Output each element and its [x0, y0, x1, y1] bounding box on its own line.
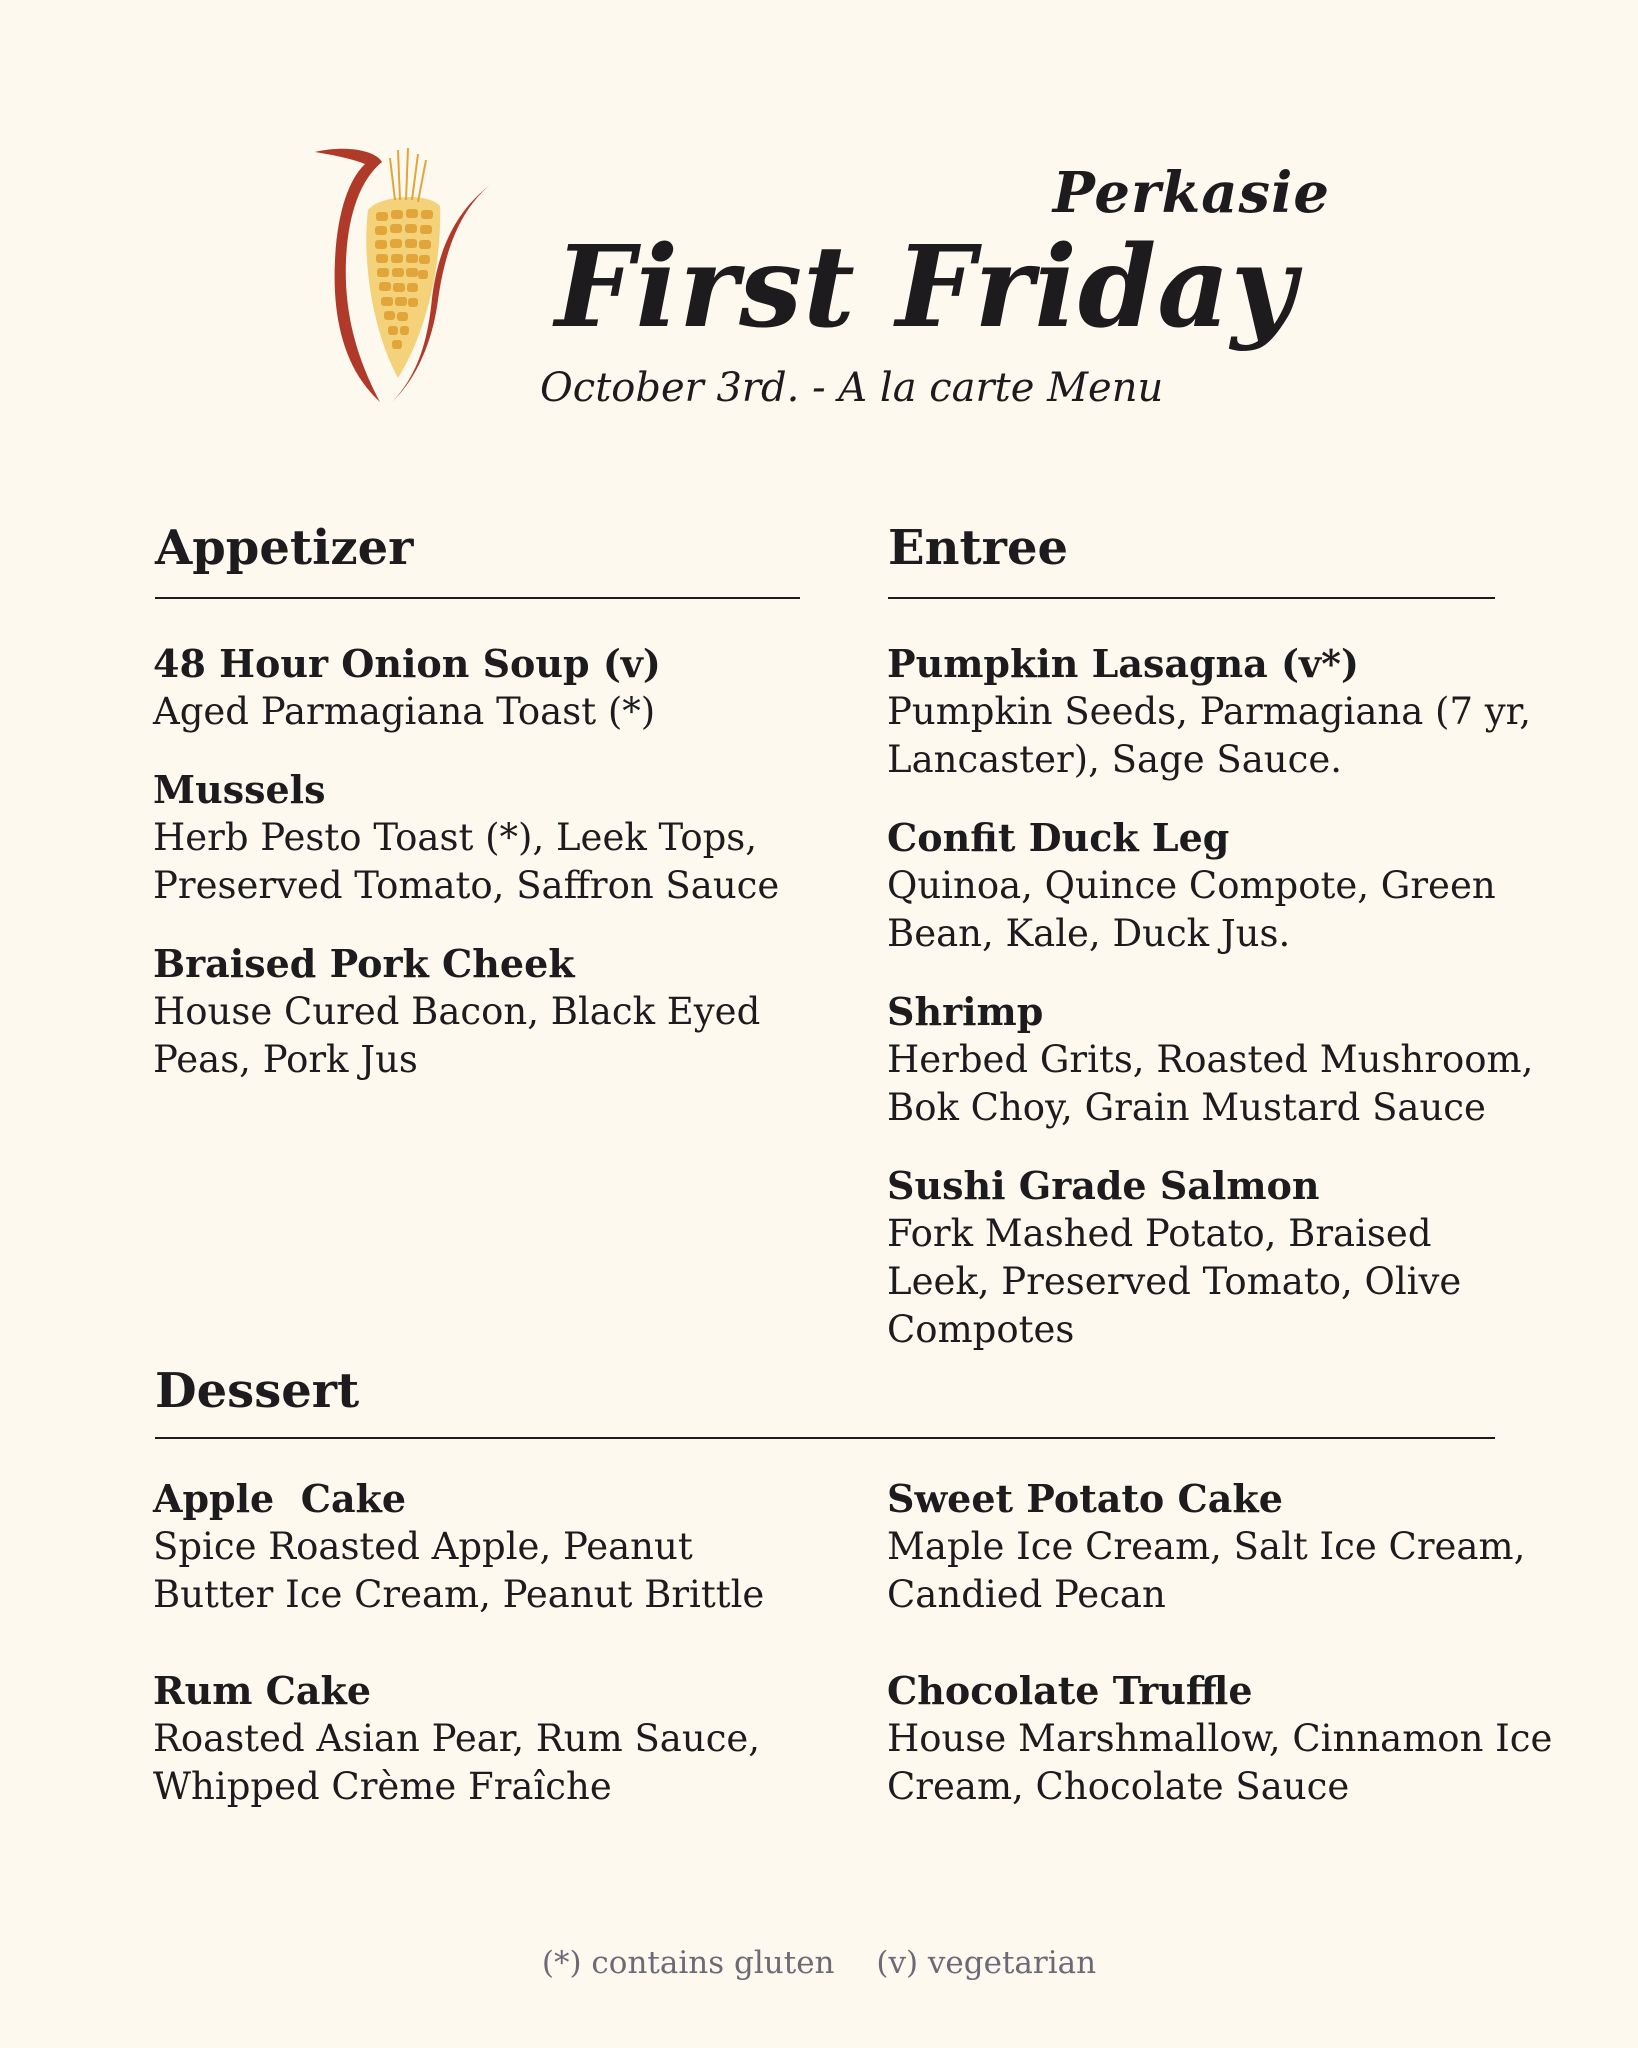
- menu-item: [153, 640, 813, 736]
- corn-logo: [300, 140, 500, 410]
- item-description: Pumpkin Seeds, Parmagiana (7 yr, Lancaster), Sage Sauce.: [887, 690, 1532, 781]
- page-subtitle: October 3rd. - A la carte Menu: [540, 365, 1164, 411]
- item-name: Confit Duck Leg: [887, 815, 1230, 860]
- item-description: Aged Parmagiana Toast (*): [153, 690, 656, 733]
- item-name: Shrimp: [887, 989, 1044, 1034]
- menu-header: [530, 160, 1330, 420]
- item-description: Fork Mashed Potato, Braised Leek, Preserved Tomato, Olive Compotes: [887, 1212, 1462, 1351]
- page-title: First Friday: [555, 222, 1297, 353]
- item-name: Mussels: [153, 767, 326, 812]
- dessert-list-left: [153, 1475, 813, 1811]
- item-name: Apple Cake: [153, 1476, 407, 1521]
- item-name: Braised Pork Cheek: [153, 941, 575, 986]
- item-description: Herbed Grits, Roasted Mushroom, Bok Choy, Grain Mustard Sauce: [887, 1038, 1534, 1129]
- entree-list: [887, 640, 1537, 1354]
- item-name: Sweet Potato Cake: [887, 1476, 1283, 1521]
- menu-item: [887, 1162, 1537, 1354]
- item-description: House Marshmallow, Cinnamon Ice Cream, Chocolate Sauce: [887, 1717, 1553, 1808]
- item-description: Quinoa, Quince Compote, Green Bean, Kale, Duck Jus.: [887, 864, 1496, 955]
- item-name: Rum Cake: [153, 1668, 372, 1713]
- menu-item: [153, 766, 813, 910]
- dessert-list-right: [887, 1475, 1557, 1811]
- appetizer-divider: [155, 597, 800, 599]
- menu-item: [887, 814, 1537, 958]
- item-name: Chocolate Truffle: [887, 1668, 1253, 1713]
- menu-item: [887, 1667, 1557, 1811]
- item-description: Spice Roasted Apple, Peanut Butter Ice Cream, Peanut Brittle: [153, 1525, 765, 1616]
- dietary-legend: [0, 1945, 1638, 1981]
- menu-item: [153, 940, 813, 1084]
- dessert-divider: [155, 1437, 1495, 1439]
- dessert-heading: Dessert: [155, 1363, 360, 1419]
- item-name: Sushi Grade Salmon: [887, 1163, 1320, 1208]
- corn-icon: [300, 140, 500, 410]
- menu-item: [887, 640, 1537, 784]
- menu-item: [887, 1475, 1557, 1619]
- item-description: House Cured Bacon, Black Eyed Peas, Pork Jus: [153, 990, 761, 1081]
- entree-divider: [888, 597, 1495, 599]
- item-name: 48 Hour Onion Soup (v): [153, 641, 661, 686]
- item-name: Pumpkin Lasagna (v*): [887, 641, 1359, 686]
- vegetarian-legend: (v) vegetarian: [876, 1945, 1097, 1981]
- menu-item: [153, 1667, 813, 1811]
- brand-name: Perkasie: [1052, 160, 1330, 226]
- gluten-legend: (*) contains gluten: [541, 1945, 835, 1981]
- appetizer-list: [153, 640, 813, 1084]
- item-description: Maple Ice Cream, Salt Ice Cream, Candied Pecan: [887, 1525, 1526, 1616]
- item-description: Herb Pesto Toast (*), Leek Tops, Preserved Tomato, Saffron Sauce: [153, 816, 780, 907]
- menu-item: [153, 1475, 813, 1619]
- menu-item: [887, 988, 1537, 1132]
- entree-heading: Entree: [888, 520, 1069, 576]
- item-description: Roasted Asian Pear, Rum Sauce, Whipped Crème Fraîche: [153, 1717, 761, 1808]
- appetizer-heading: Appetizer: [155, 520, 414, 576]
